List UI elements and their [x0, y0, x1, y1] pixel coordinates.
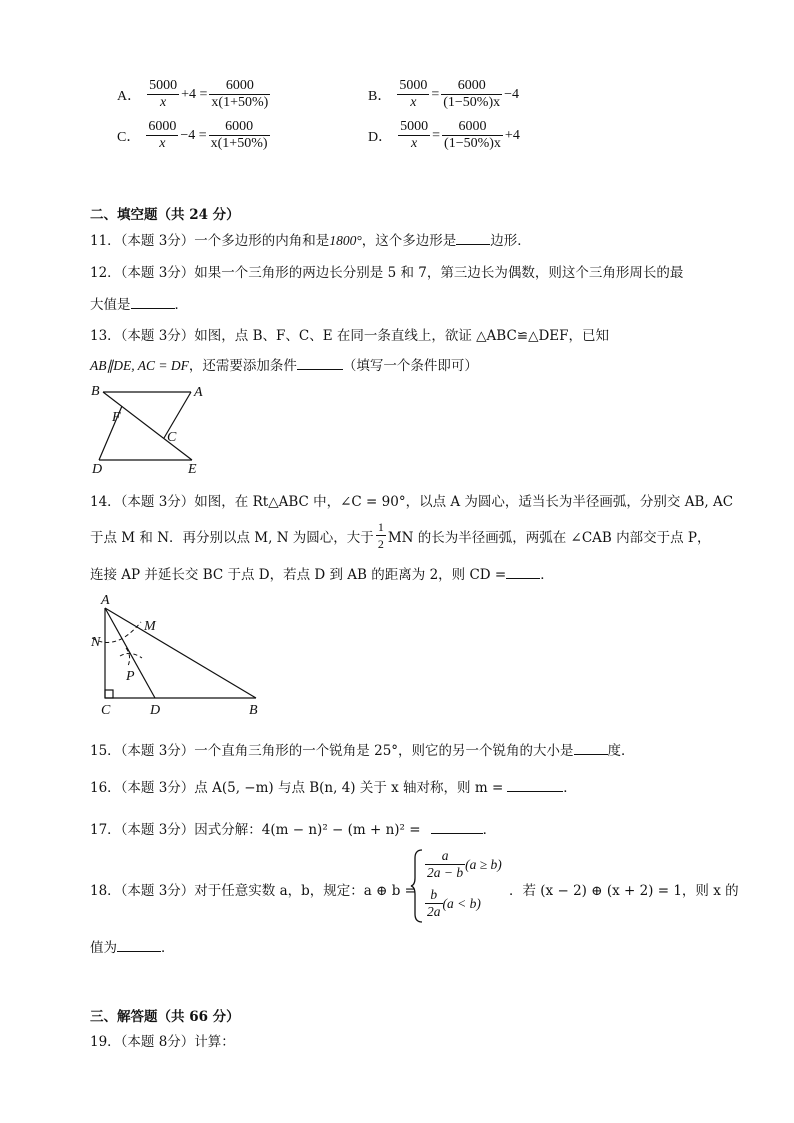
q14-line2-text-a: 于点 M 和 N．再分别以点 M, N 为圆心，大于 [90, 529, 374, 546]
q18-condition-text: ．若 (x − 2) ⊕ (x + 2) = 1，则 x 的 [509, 883, 739, 899]
question-19: 19．（本题 8分）计算： [90, 1034, 235, 1050]
option-b [368, 78, 521, 111]
option-d-frac1: $\frac{5000}{x}$ [400, 119, 429, 151]
option-a-mid: +4 = [181, 86, 208, 102]
fig13-label-a: A [194, 385, 203, 400]
question-17 [90, 818, 496, 838]
q11-text: 11．（本题 3分）一个多边形的内角和是 [90, 233, 330, 249]
q16-text: 16．（本题 3分）点 A(5, −m) 与点 B(n, 4) 关于 x 轴对称，则 m = [90, 780, 504, 796]
option-b-tail: −4 [504, 86, 520, 102]
fig14-label-m: M [144, 619, 156, 634]
question-18-text: 18．（本题 3分）对于任意实数 a，b，规定：a ⊕ b = [90, 883, 416, 899]
fig13-label-d: D [92, 462, 103, 477]
fig13-label-b: B [91, 384, 100, 399]
fig14-label-b: B [249, 703, 258, 718]
option-b-frac1: $\frac{5000}{x}$ [399, 78, 428, 110]
fig13-label-e: E [188, 462, 197, 477]
q17-text: 17．（本题 3分）因式分解：4(m − n)² − (m + n)² = [90, 822, 421, 838]
q14-line2-text-b: MN 的长为半径画弧，两弧在 ∠CAB 内部交于点 P， [387, 529, 711, 546]
q11-end: 边形． [490, 233, 531, 249]
q18-piecewise-brace [410, 848, 424, 924]
fig14-label-a: A [101, 593, 110, 608]
option-b-frac2: $\frac{6000}{(1-50\%)x}$ [443, 78, 501, 110]
q18-end: ． [161, 940, 175, 956]
question-16 [90, 776, 577, 796]
fig14-label-c: C [101, 703, 111, 718]
q16-end: ． [563, 780, 577, 796]
question-12-line1: 12．（本题 3分）如果一个三角形的两边长分别是 5 和 7，第三边长为偶数，则这个三角形周长的最 [90, 265, 684, 281]
q12-end: ． [174, 297, 188, 313]
q18-answer-blank[interactable] [117, 939, 161, 952]
question-12-line2 [90, 293, 188, 313]
fig13-label-f: F [112, 410, 121, 425]
q18-line2-text: 值为 [90, 940, 117, 956]
q13-end: （填写一个条件即可） [342, 358, 478, 374]
option-c-label: C． [117, 129, 141, 145]
option-d-label: D． [368, 129, 393, 145]
question-15 [90, 739, 635, 759]
question-14-line2 [90, 519, 711, 552]
q11-answer-blank[interactable] [456, 232, 490, 245]
q12-line2-text: 大值是 [90, 297, 131, 313]
question-18-line2 [90, 936, 175, 956]
option-a-frac2: $\frac{6000}{x(1+50\%)}$ [211, 78, 269, 110]
q12-answer-blank[interactable] [131, 296, 175, 309]
q11-value: 1800° [329, 233, 362, 248]
q16-answer-blank[interactable] [507, 779, 563, 792]
question-14-line3 [90, 563, 554, 583]
option-d-mid: = [432, 127, 441, 143]
q14-end: ． [540, 567, 554, 583]
q15-text: 15．（本题 3分）一个直角三角形的一个锐角是 25°，则它的另一个锐角的大小是 [90, 743, 574, 759]
q15-answer-blank[interactable] [574, 742, 608, 755]
question-11 [90, 229, 531, 249]
option-b-label: B． [368, 88, 392, 104]
q14-fraction-half: $\frac{1}{2}$ [377, 520, 384, 551]
fig14-label-n: N [91, 635, 101, 650]
q13-text: ，还需要添加条件 [188, 358, 297, 374]
q17-answer-blank[interactable] [431, 821, 483, 834]
fig14-label-d: D [150, 703, 161, 718]
option-c-mid: −4 = [180, 127, 207, 143]
q13-given: AB∥DE, AC = DF [90, 358, 189, 373]
question-13-line1: 13．（本题 3分）如图，点 B、F、C、E 在同一条直线上，欲证 △ABC≌△DEF，已知 [90, 328, 610, 344]
q17-end: ． [482, 822, 497, 838]
option-a-label: A． [117, 88, 142, 104]
question-13-line2 [90, 354, 478, 374]
option-d-tail: +4 [504, 127, 520, 143]
section-3-title: 三、解答题（共 66 分） [90, 1009, 240, 1025]
option-a-frac1: $\frac{5000}{x}$ [149, 78, 178, 110]
figure-14-diagram [86, 590, 276, 720]
section-2-title: 二、填空题（共 24 分） [90, 207, 240, 223]
q15-end: 度． [607, 743, 635, 759]
option-c-frac2: $\frac{6000}{x(1+50\%)}$ [210, 119, 268, 151]
q14-answer-blank[interactable] [506, 566, 540, 579]
option-a [117, 78, 274, 111]
option-d-frac2: $\frac{6000}{(1-50\%)x}$ [444, 119, 501, 151]
fig13-label-c: C [167, 430, 177, 445]
question-14-line1: 14．（本题 3分）如图，在 Rt△ABC 中，∠C = 90°，以点 A 为圆心，适当长为半径画弧，分别交 AB, AC [90, 494, 734, 510]
q13-answer-blank[interactable] [297, 357, 343, 370]
option-b-mid: = [431, 86, 440, 102]
option-c-frac1: $\frac{6000}{x}$ [148, 119, 177, 151]
figure-13-diagram [86, 380, 216, 480]
q11-text-2: ，这个多边形是 [361, 233, 457, 249]
q18-case-2: $\frac{b}{2a}$ (a < b) [427, 887, 481, 919]
q18-case-1: $\frac{a}{2a - b}$ (a ≥ b) [427, 848, 502, 880]
option-d [368, 119, 522, 152]
fig14-label-p: P [126, 669, 135, 684]
option-c [117, 119, 274, 152]
q14-line3-text: 连接 AP 并延长交 BC 于点 D，若点 D 到 AB 的距离为 2，则 CD = [90, 567, 507, 583]
